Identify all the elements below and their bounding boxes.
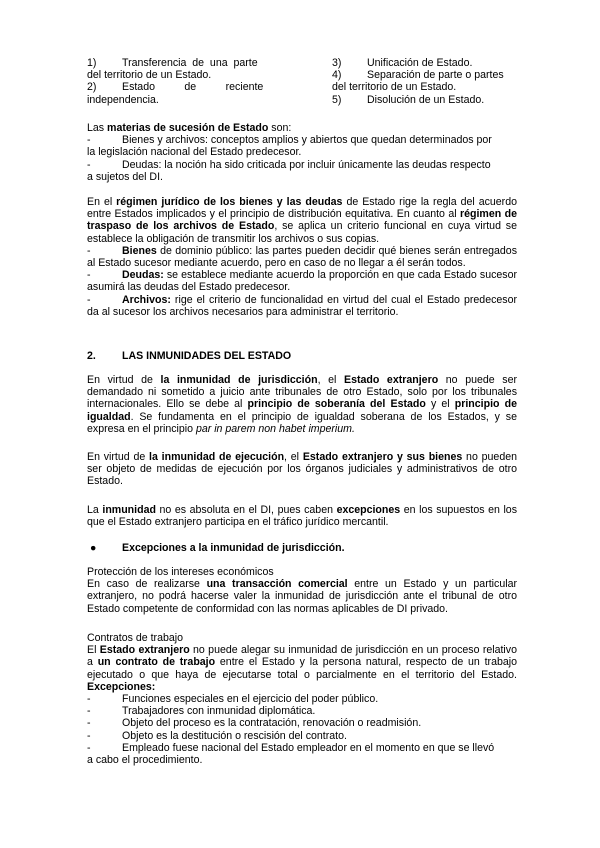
list-item-number: 5) bbox=[332, 93, 342, 106]
subsection-title: Excepciones a la inmunidad de jurisdicción. bbox=[122, 542, 345, 554]
contratos-section bbox=[87, 632, 517, 766]
list-item-text: independencia. bbox=[87, 93, 159, 106]
list-item: - Bienes de dominio público: las partes pueden decidir qué bienes serán entregados al Estado sucesor mediante acuerdo, pero en caso de no llegar a él serán todos. bbox=[87, 244, 517, 270]
list-item-text: del territorio de un Estado. bbox=[332, 81, 457, 94]
paragraph: Las materias de sucesión de Estado son: bbox=[87, 122, 292, 134]
bullet-icon: ● bbox=[90, 542, 97, 554]
subsection-subtitle: Protección de los intereses económicos bbox=[87, 566, 274, 578]
list-item: - Bienes y archivos: conceptos amplios y abiertos que quedan determinados por bbox=[87, 134, 492, 147]
proteccion-section bbox=[87, 566, 517, 615]
list-item bbox=[332, 57, 517, 69]
list-item: - Funciones especiales en el ejercicio del poder público. bbox=[87, 693, 379, 706]
list-item-text: a sujetos del DI. bbox=[87, 170, 163, 183]
section-number: 2. bbox=[87, 350, 96, 362]
list-item-number: 4) bbox=[332, 69, 342, 82]
list-item-text: la legislación nacional del Estado predecesor. bbox=[87, 146, 302, 159]
list-item: - Deudas: la noción ha sido criticada por incluir únicamente las deudas respecto bbox=[87, 158, 491, 171]
regimen-section bbox=[87, 196, 517, 318]
section-heading bbox=[87, 350, 517, 362]
list-item bbox=[87, 81, 279, 105]
list-column-left bbox=[87, 57, 279, 106]
excepciones-heading bbox=[87, 542, 517, 554]
list-item-text: Estado de reciente bbox=[122, 81, 264, 94]
inmunidad-jurisdiccion-paragraph: En virtud de la inmunidad de jurisdicción, el Estado extranjero no puede ser demandado ni sometido a juicio ante tribunales de otro Estado, solo por los tribunales internacionales. Ello se debe al principio de soberanía del Estado y el principio de igualdad. Se fundamenta en el principio de igualdad soberana de los Estados, y se expresa en el principio par in parem non habet imperium. bbox=[87, 374, 517, 435]
list-item-number: 3) bbox=[332, 57, 342, 69]
list-item: - Objeto del proceso es la contratación, renovación o readmisión. bbox=[87, 717, 422, 730]
subsection-subtitle: Contratos de trabajo bbox=[87, 632, 183, 644]
list-item-text: del territorio de un Estado. bbox=[87, 69, 212, 82]
list-item-number: 1) bbox=[87, 57, 97, 69]
paragraph: En caso de realizarse una transacción comercial entre un Estado y un particular extranjero, no podrá hacerse valer la inmunidad de jurisdicción ante el tribunal de otro Estado competente de conformidad con las normas aplicables de DI privado. bbox=[87, 578, 517, 615]
list-item: - Trabajadores con inmunidad diplomática. bbox=[87, 705, 316, 718]
list-item bbox=[332, 69, 517, 93]
materias-section bbox=[87, 122, 517, 183]
list-item-text: Separación de parte o partes bbox=[367, 69, 504, 82]
list-item-text: a cabo el procedimiento. bbox=[87, 754, 203, 767]
list-item-text: Disolución de un Estado. bbox=[367, 93, 485, 106]
paragraph: El Estado extranjero no puede alegar su inmunidad de jurisdicción en un proceso relativo a un contrato de trabajo entre el Estado y la persona natural, respecto de un trabajo ejecutado o que haya de ejecutarse total o parcialmente en el territorio del Estado. Excepciones: bbox=[87, 644, 518, 693]
list-column-right bbox=[332, 57, 517, 106]
list-item bbox=[332, 94, 517, 106]
list-item bbox=[87, 57, 279, 81]
list-item: - Empleado fuese nacional del Estado empleador en el momento en que se llevó bbox=[87, 741, 495, 754]
list-item: - Objeto es la destitución o rescisión del contrato. bbox=[87, 729, 347, 742]
inmunidad-ejecucion-paragraph: En virtud de la inmunidad de ejecución, el Estado extranjero y sus bienes no pueden ser objeto de medidas de ejecución por los órganos judiciales y administrativos de otro Estado. bbox=[87, 451, 517, 488]
list-item: - Deudas: se establece mediante acuerdo la proporción en que cada Estado sucesor asumirá las deudas del Estado predecesor. bbox=[87, 269, 517, 294]
paragraph: En el régimen jurídico de los bienes y las deudas de Estado rige la regla del acuerdo entre Estados implicados y el principio de distribución equitativa. En cuanto al régimen de traspaso de los archivos de Estado, se aplica un criterio funcional en cuya virtud se establece la obligación de transmitir los archivos o sus copias. bbox=[87, 196, 517, 245]
list-item: - Archivos: rige el criterio de funcionalidad en virtud del cual el Estado predecesor da al sucesor los archivos necesarios para administrar el territorio. bbox=[87, 293, 517, 318]
list-item-number: 2) bbox=[87, 81, 97, 94]
inmunidad-relativa-paragraph: La inmunidad no es absoluta en el DI, pues caben excepciones en los supuestos en los que el Estado extranjero participa en el tráfico jurídico mercantil. bbox=[87, 504, 517, 529]
list-item-text: Unificación de Estado. bbox=[367, 57, 473, 69]
section-title: LAS INMUNIDADES DEL ESTADO bbox=[122, 350, 292, 362]
list-item-text: Transferencia de una parte bbox=[122, 57, 258, 69]
